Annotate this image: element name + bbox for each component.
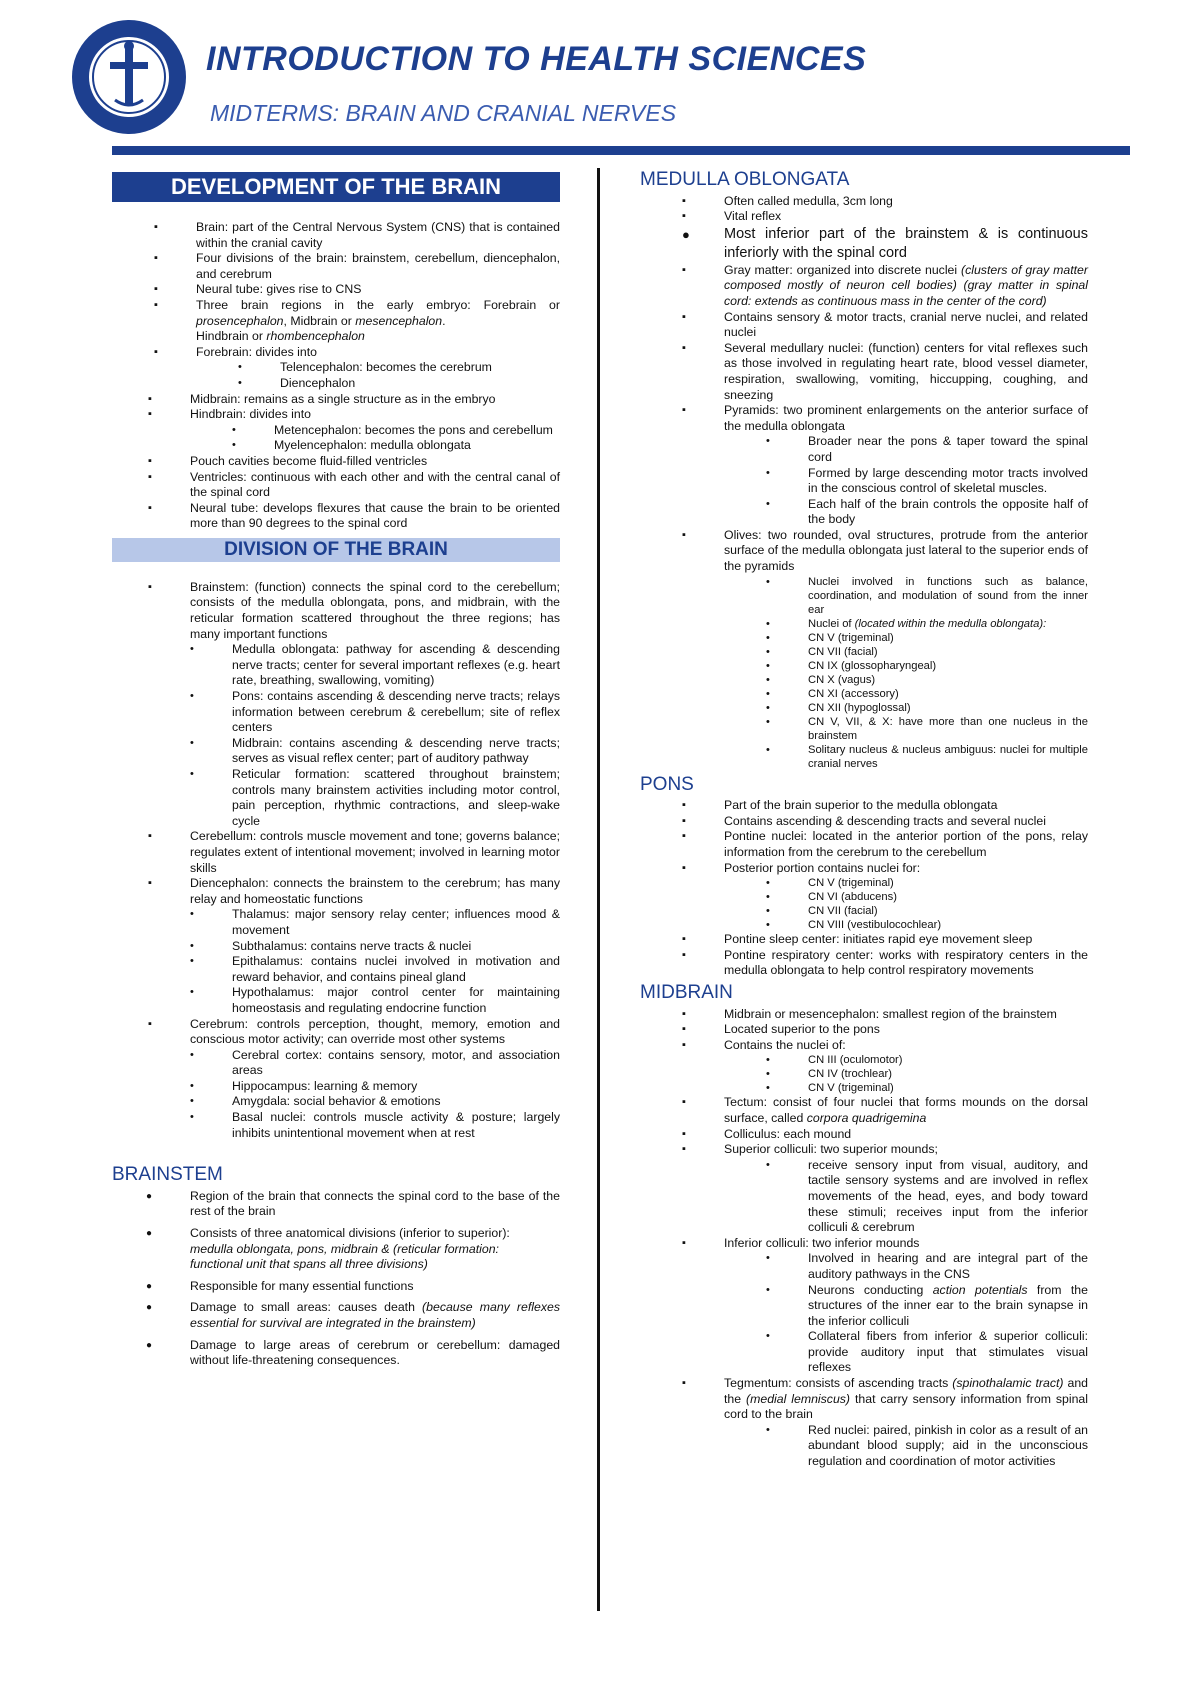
sub-item: • CN IV (trochlear) [808, 1067, 1088, 1081]
right-column [640, 169, 1089, 1470]
list-item: ▪ Colliculus: each mound [724, 1127, 1088, 1143]
sub-item: • CN VI (abducens) [808, 890, 1088, 904]
section-heading-brainstem: BRAINSTEM [112, 1164, 223, 1186]
sub-item: • CN IX (glossopharyngeal) [808, 659, 1088, 673]
list-item: ▪ Several medullary nuclei: (function) centers for vital reflexes such as those involved in regulating heart rate, blood vessel diameter, respiration, swallowing, vomiting, hiccupping, coughing, and sneezing [724, 341, 1088, 403]
sub-item: • Midbrain: contains ascending & descending nerve tracts; serves as visual reflex center; part of auditory pathway [232, 736, 560, 767]
list-item: ▪ Tegmentum: consists of ascending tracts (spinothalamic tract) and the (medial lemniscus) that carry sensory information from spinal cord to the brain • Red nuclei: paired, pinkish in color as a result of an abundant blood supply; aid in the unconscious regulation and coordination of motor activities [724, 1376, 1088, 1470]
sub-item: • CN XI (accessory) [808, 687, 1088, 701]
development-list [112, 220, 560, 392]
sub-item: • Solitary nucleus & nucleus ambiguus: nuclei for multiple cranial nerves [808, 743, 1088, 771]
list-item: ▪ Inferior colliculi: two inferior mounds • Involved in hearing and are integral part of the auditory pathways in the CNS • Neurons conducting action potentials from the structures of the inner ear to the brain synapse in the inferior colliculi • Collateral fibers from inferior & superior colliculi: provide auditory input that stimulates visual reflexes [724, 1236, 1088, 1376]
sub-item: • CN X (vagus) [808, 673, 1088, 687]
pons-list [640, 798, 1088, 979]
list-item: ▪ Gray matter: organized into discrete nuclei (clusters of gray matter composed mostly of neuron cell bodies) (gray matter in spinal cord: extends as continuous mass in the center of the cord) [724, 263, 1088, 310]
sub-item: • Hippocampus: learning & memory [232, 1079, 560, 1095]
list-item: ▪ Three brain regions in the early embryo: Forebrain or prosencephalon, Midbrain or mesencephalon. Hindbrain or rhombencephalon [196, 298, 560, 345]
sub-item: • Broader near the pons & taper toward the spinal cord [808, 434, 1088, 465]
left-column [112, 172, 560, 1375]
list-item: ▪ Brainstem: (function) connects the spinal cord to the cerebellum; consists of the medulla oblongata, pons, and midbrain, with the reticular formation scattered throughout the three regions; has many important functions • Medulla oblongata: pathway for ascending & descending nerve tracts; center for several important reflexes (e.g. heart rate, breathing, swallowing, vomiting) • Pons: contains ascending & descending nerve tracts; relays information between cerebrum & cerebellum; site of reflex centers • Midbrain: contains ascending & descending nerve tracts; serves as visual reflex center; part of auditory pathway • Reticular formation: scattered throughout brainstem; controls many brainstem activities including motor control, pain perception, rhythmic contractions, and sleep-wake cycle [190, 580, 560, 830]
list-item: ▪ Olives: two rounded, oval structures, protrude from the anterior surface of the medulla oblongata just lateral to the superior ends of the pyramids • Nuclei involved in functions such as balance, coordination, and modulation of sound from the inner ear • Nuclei of (located within the medulla oblongata): • CN V (trigeminal) • CN VII (facial) • CN IX (glossopharyngeal) • CN X (vagus) • CN XI (accessory) • CN XII (hypoglossal) • CN V, VII, & X: have more than one nucleus in the brainstem • Solitary nucleus & nucleus ambiguus: nuclei for multiple cranial nerves [724, 528, 1088, 771]
list-item: ▪ Posterior portion contains nuclei for: • CN V (trigeminal) • CN VI (abducens) • CN VII (facial) • CN VIII (vestibulocochlear) [724, 861, 1088, 933]
list-item: ▪ Contains ascending & descending tracts and several nuclei [724, 814, 1088, 830]
list-item: ▪ Often called medulla, 3cm long [724, 194, 1088, 210]
sub-item: • Each half of the brain controls the opposite half of the body [808, 497, 1088, 528]
division-list [112, 580, 560, 1141]
sub-item: • CN VII (facial) [808, 645, 1088, 659]
list-item: ▪ Neural tube: gives rise to CNS [196, 282, 560, 298]
sub-item: • CN VIII (vestibulocochlear) [808, 918, 1088, 932]
list-item: ● Damage to large areas of cerebrum or cerebellum: damaged without life-threatening consequences. [190, 1338, 560, 1369]
list-item: ▪ Pouch cavities become fluid-filled ventricles [190, 454, 560, 470]
sub-item: • Formed by large descending motor tracts involved in the conscious control of skeletal muscles. [808, 466, 1088, 497]
sub-item: • Hypothalamus: major control center for maintaining homeostasis and regulating endocrine function [232, 985, 560, 1016]
sub-item: • Involved in hearing and are integral part of the auditory pathways in the CNS [808, 1251, 1088, 1282]
document-title: INTRODUCTION TO HEALTH SCIENCES [206, 40, 867, 78]
sub-item: • Diencephalon [280, 376, 560, 392]
sub-item: • CN V (trigeminal) [808, 631, 1088, 645]
list-item: ▪ Pontine sleep center: initiates rapid eye movement sleep [724, 932, 1088, 948]
school-seal-logo [70, 18, 188, 136]
list-item: ● Most inferior part of the brainstem & is continuous inferiorly with the spinal cord [724, 225, 1088, 263]
sub-item: • Pons: contains ascending & descending nerve tracts; relays information between cerebrum & cerebellum; site of reflex centers [232, 689, 560, 736]
list-item: ▪ Forebrain: divides into • Telencephalon: becomes the cerebrum • Diencephalon [196, 345, 560, 392]
list-item: ▪ Hindbrain: divides into • Metencephalon: becomes the pons and cerebellum • Myelencephalon: medulla oblongata [190, 407, 560, 454]
sub-item: • receive sensory input from visual, auditory, and tactile sensory systems and are involved in reflex movements of the head, eyes, and body toward these stimuli; receives input from the inferior colliculi & cerebrum [808, 1158, 1088, 1236]
sub-item: • Basal nuclei: controls muscle activity & posture; largely inhibits unintentional movement when at rest [232, 1110, 560, 1141]
section-heading-medulla: MEDULLA OBLONGATA [640, 169, 850, 190]
sub-item: • CN V (trigeminal) [808, 876, 1088, 890]
list-item: ▪ Four divisions of the brain: brainstem, cerebellum, diencephalon, and cerebrum [196, 251, 560, 282]
list-item: ▪ Tectum: consist of four nuclei that forms mounds on the dorsal surface, called corpora quadrigemina [724, 1095, 1088, 1126]
sub-item: • Red nuclei: paired, pinkish in color as a result of an abundant blood supply; aid in the unconscious regulation and coordination of motor activities [808, 1423, 1088, 1470]
list-item: ▪ Midbrain or mesencephalon: smallest region of the brainstem [724, 1007, 1088, 1023]
sub-item: • Epithalamus: contains nuclei involved in motivation and reward behavior, and contains pineal gland [232, 954, 560, 985]
sub-item: • Nuclei involved in functions such as balance, coordination, and modulation of sound from the inner ear [808, 575, 1088, 617]
sub-item: • Myelencephalon: medulla oblongata [274, 438, 560, 454]
section-heading-midbrain: MIDBRAIN [640, 982, 733, 1003]
list-item: ▪ Pontine respiratory center: works with respiratory centers in the medulla oblongata to help control respiratory movements [724, 948, 1088, 979]
list-item: ▪ Vital reflex [724, 209, 1088, 225]
list-item: ● Region of the brain that connects the spinal cord to the base of the rest of the brain [190, 1189, 560, 1220]
midbrain-list [640, 1007, 1088, 1470]
sub-item: • Metencephalon: becomes the pons and cerebellum [274, 423, 560, 439]
sub-item: • Reticular formation: scattered throughout brainstem; controls many brainstem activities including motor control, pain perception, rhythmic contractions, and sleep-wake cycle [232, 767, 560, 829]
section-heading-pons: PONS [640, 773, 694, 795]
list-item: ● Consists of three anatomical divisions (inferior to superior): medulla oblongata, pons, midbrain & (reticular formation: functional unit that spans all three divisions) [190, 1226, 560, 1273]
sub-item: • Cerebral cortex: contains sensory, motor, and association areas [232, 1048, 560, 1079]
list-item: ▪ Brain: part of the Central Nervous System (CNS) that is contained within the cranial cavity [196, 220, 560, 251]
sub-item: • Telencephalon: becomes the cerebrum [280, 360, 560, 376]
list-item: ▪ Midbrain: remains as a single structure as in the embryo [190, 392, 560, 408]
sub-item: • CN V, VII, & X: have more than one nucleus in the brainstem [808, 715, 1088, 743]
sub-item: • CN V (trigeminal) [808, 1081, 1088, 1095]
sub-item: • CN III (oculomotor) [808, 1053, 1088, 1067]
list-item: ▪ Ventricles: continuous with each other and with the central canal of the spinal cord [190, 470, 560, 501]
document-subtitle: MIDTERMS: BRAIN AND CRANIAL NERVES [210, 100, 677, 126]
list-item: ▪ Contains sensory & motor tracts, cranial nerve nuclei, and related nuclei [724, 310, 1088, 341]
section-banner-development: DEVELOPMENT OF THE BRAIN [112, 172, 560, 202]
column-divider [597, 168, 600, 1611]
sub-item: • Neurons conducting action potentials from the structures of the inner ear to the brain synapse in the inferior colliculi [808, 1283, 1088, 1330]
list-item: ▪ Neural tube: develops flexures that cause the brain to be oriented more than 90 degrees to the spinal cord [190, 501, 560, 532]
sub-item: • Subthalamus: contains nerve tracts & nuclei [232, 939, 560, 955]
list-item: ▪ Contains the nuclei of: • CN III (oculomotor) • CN IV (trochlear) • CN V (trigeminal) [724, 1038, 1088, 1096]
sub-item: • Medulla oblongata: pathway for ascending & descending nerve tracts; center for several important reflexes (e.g. heart rate, breathing, swallowing, vomiting) [232, 642, 560, 689]
list-item: ▪ Cerebellum: controls muscle movement and tone; governs balance; regulates extent of intentional movement; involved in learning motor skills [190, 829, 560, 876]
list-item: ● Damage to small areas: causes death (because many reflexes essential for survival are integrated in the brainstem) [190, 1300, 560, 1331]
list-item: ▪ Part of the brain superior to the medulla oblongata [724, 798, 1088, 814]
section-banner-division: DIVISION OF THE BRAIN [112, 538, 560, 562]
header-rule [112, 146, 1130, 155]
medulla-list [640, 194, 1088, 771]
list-item: ▪ Diencephalon: connects the brainstem to the cerebrum; has many relay and homeostatic functions • Thalamus: major sensory relay center; influences mood & movement • Subthalamus: contains nerve tracts & nuclei • Epithalamus: contains nuclei involved in motivation and reward behavior, and contains pineal gland • Hypothalamus: major control center for maintaining homeostasis and regulating endocrine function [190, 876, 560, 1016]
list-item: ● Responsible for many essential functions [190, 1279, 560, 1295]
sub-item: • Thalamus: major sensory relay center; influences mood & movement [232, 907, 560, 938]
list-item: ▪ Located superior to the pons [724, 1022, 1088, 1038]
sub-item: • Collateral fibers from inferior & superior colliculi: provide auditory input that stimulates visual reflexes [808, 1329, 1088, 1376]
sub-item: • Amygdala: social behavior & emotions [232, 1094, 560, 1110]
sub-item: • CN VII (facial) [808, 904, 1088, 918]
list-item: ▪ Cerebrum: controls perception, thought, memory, emotion and conscious motor activity; can override most other systems • Cerebral cortex: contains sensory, motor, and association areas • Hippocampus: learning & memory • Amygdala: social behavior & emotions • Basal nuclei: controls muscle activity & posture; largely inhibits unintentional movement when at rest [190, 1017, 560, 1142]
list-item: ▪ Pyramids: two prominent enlargements on the anterior surface of the medulla oblongata • Broader near the pons & taper toward the spinal cord • Formed by large descending motor tracts involved in the conscious control of skeletal muscles. • Each half of the brain controls the opposite half of the body [724, 403, 1088, 528]
list-item: ▪ Superior colliculi: two superior mounds; • receive sensory input from visual, auditory, and tactile sensory systems and are involved in reflex movements of the head, eyes, and body toward these stimuli; receives input from the inferior colliculi & cerebrum [724, 1142, 1088, 1236]
list-item: ▪ Pontine nuclei: located in the anterior portion of the pons, relay information from the cerebrum to the cerebellum [724, 829, 1088, 860]
sub-item: • CN XII (hypoglossal) [808, 701, 1088, 715]
brainstem-list [112, 1189, 560, 1369]
sub-item: • Nuclei of (located within the medulla oblongata): [808, 617, 1088, 631]
development-list-cont [112, 392, 560, 532]
